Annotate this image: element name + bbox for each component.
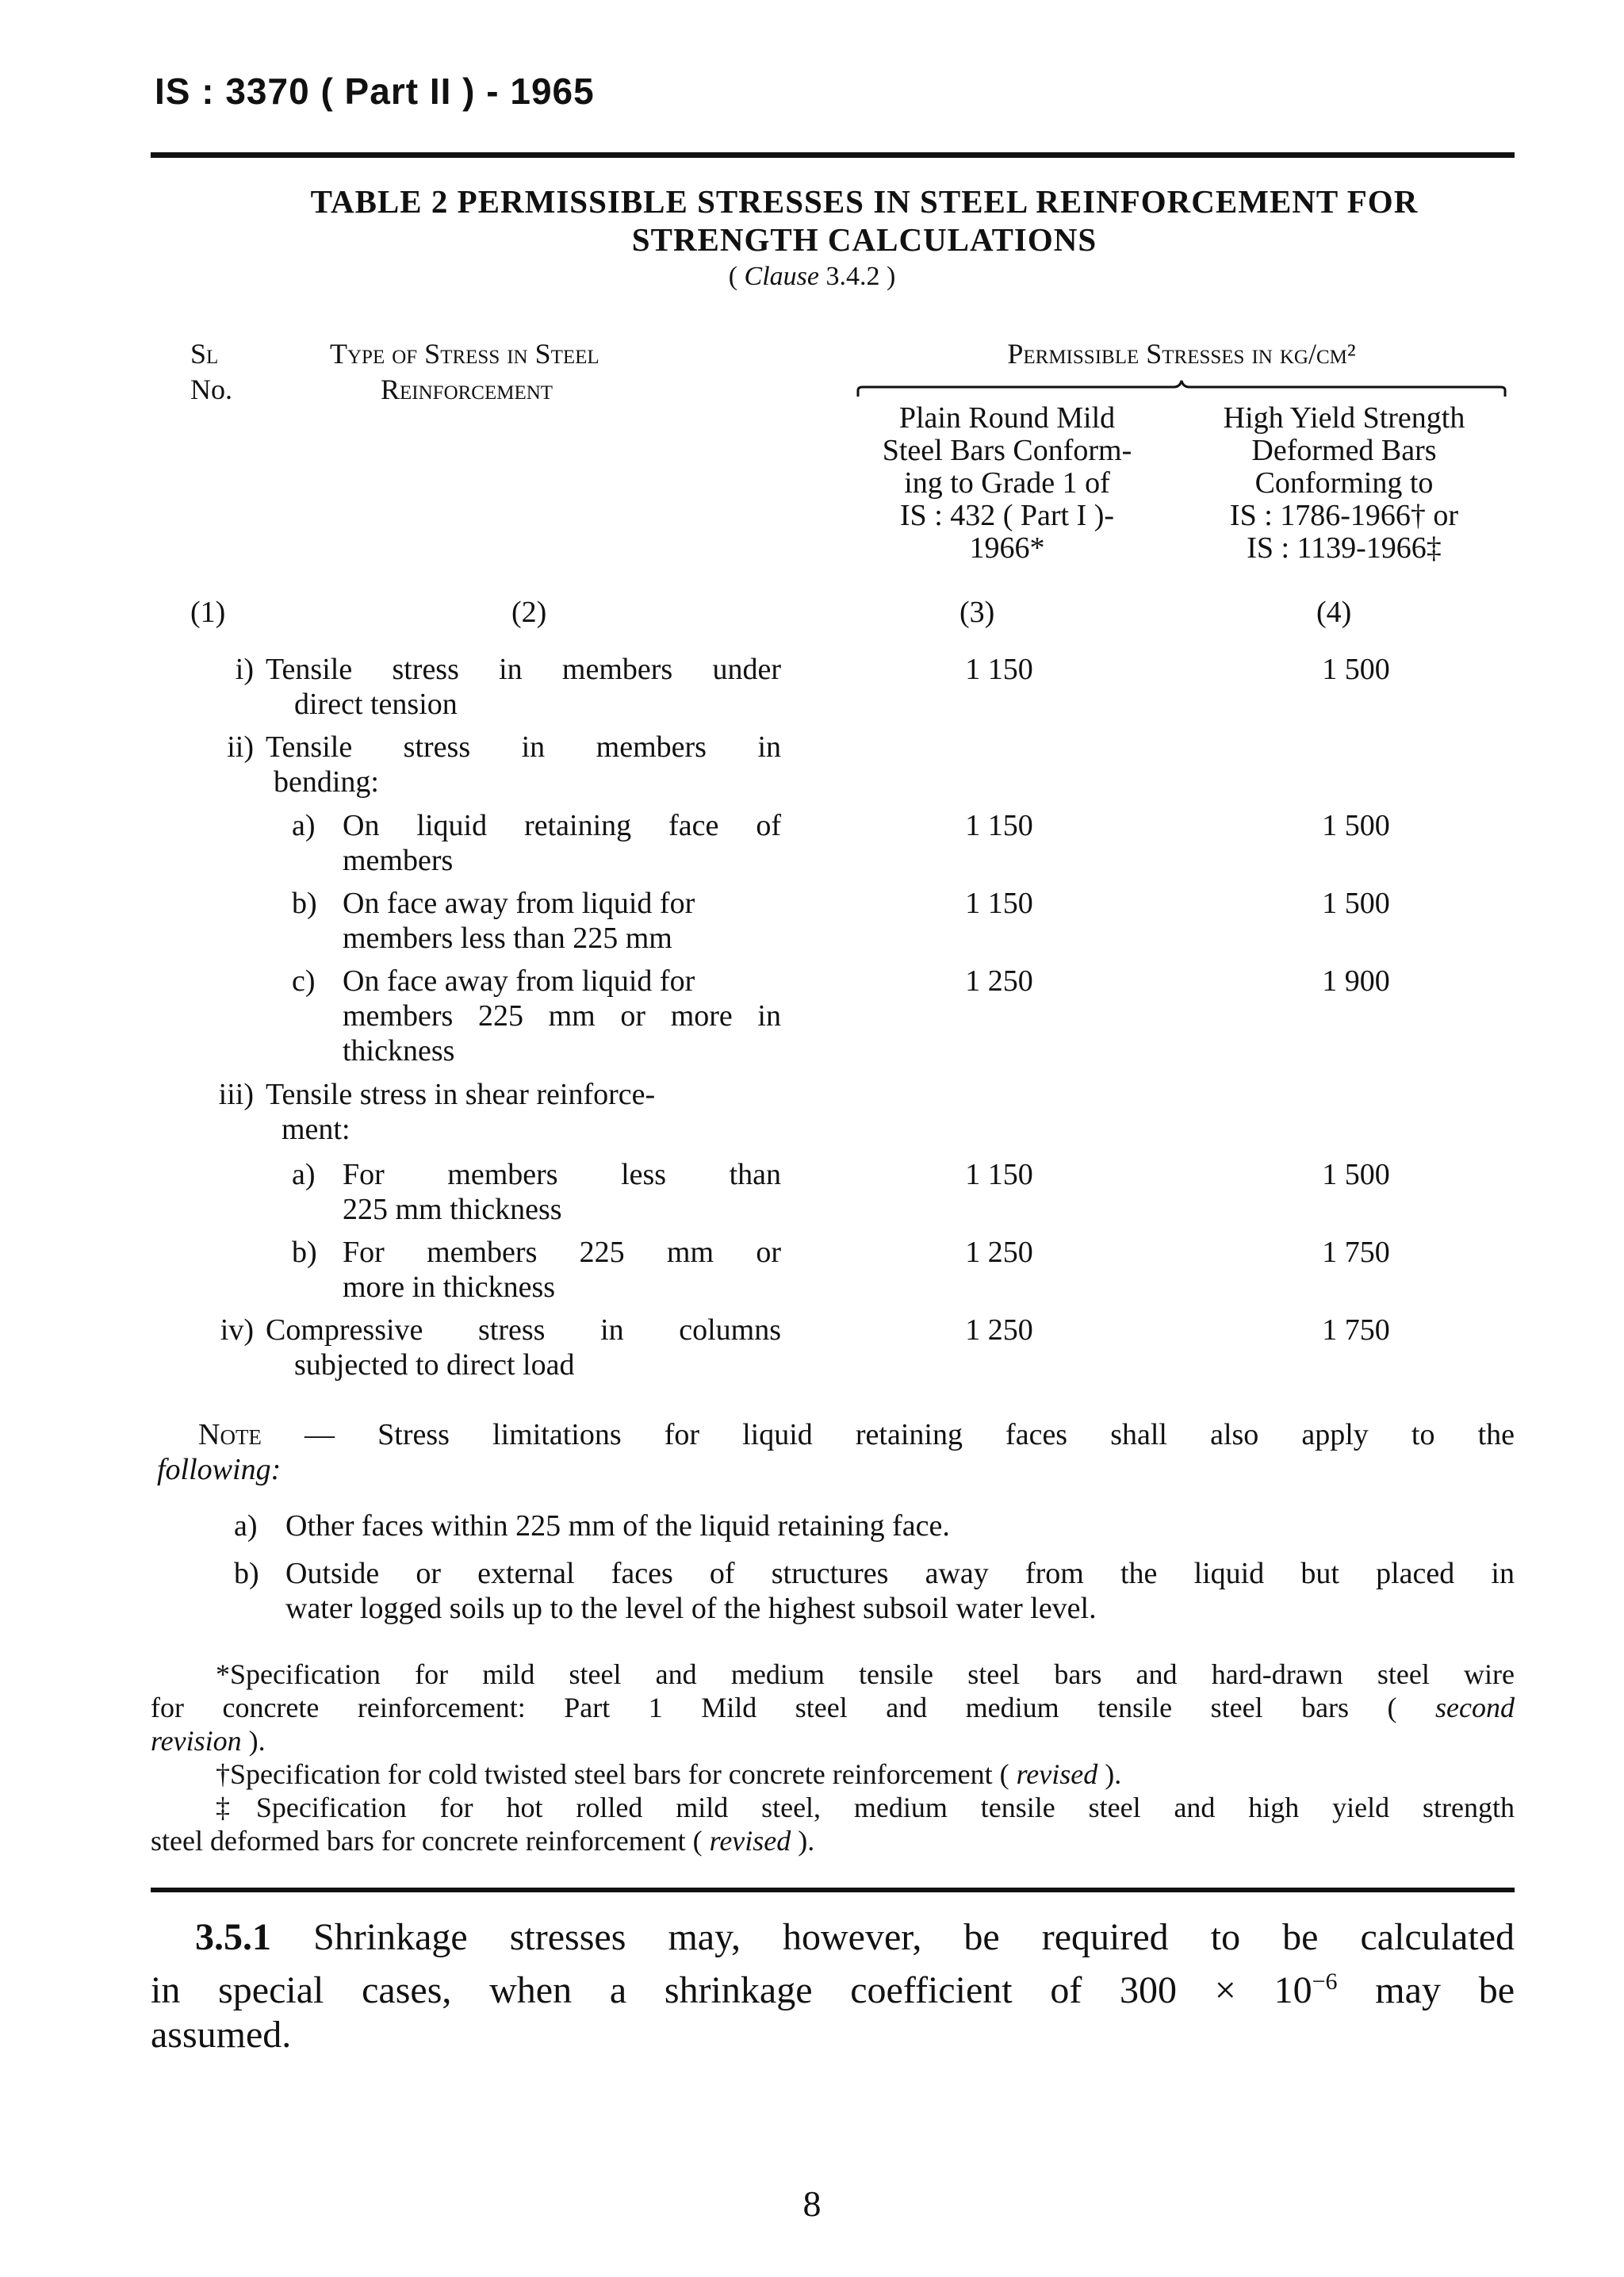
note-item-text: Outside or external faces of structures away from the liquid but placed in (285, 1557, 1515, 1590)
table-row (343, 808, 781, 878)
paragraph-3-5-1 (151, 1915, 1515, 2057)
paragraph-exponent: −6 (1312, 1968, 1338, 1995)
running-head: IS : 3370 ( Part II ) - 1965 (155, 71, 595, 112)
paragraph-text: Shrinkage stresses may, however, be required to be calculated (313, 1916, 1515, 1958)
note-line2: following: (157, 1453, 282, 1486)
note-item-text: water logged soils up to the level of the highest subsoil water level. (285, 1592, 1097, 1625)
row-text: more in thickness (343, 1271, 556, 1304)
footnotes (151, 1658, 1515, 1857)
paragraph-number: 3.5.1 (195, 1916, 271, 1958)
col-header-no: No. (190, 374, 232, 405)
footnote-line: ‡Specification for hot rolled mild steel, medium tensile steel and high yield strength (216, 1792, 1515, 1823)
table-title-line2: STRENGTH CALCULATIONS (631, 221, 1097, 258)
col3-header-line: Plain Round Mild (898, 401, 1116, 435)
col-number: (3) (959, 596, 995, 629)
table-row (343, 1235, 781, 1305)
row-text: subjected to direct load (294, 1348, 575, 1382)
footnote-line (151, 1724, 1515, 1758)
row-text: members 225 mm or more in (343, 999, 781, 1033)
value-col4: 1 750 (1322, 1313, 1390, 1347)
row-number: b) (292, 887, 317, 920)
col4-header (1182, 402, 1507, 565)
note-item-label: a) (234, 1509, 258, 1543)
col-header-type-line1: Type of Stress in Steel (330, 338, 599, 370)
value-col4: 1 500 (1322, 887, 1390, 920)
col4-header-line: IS : 1139-1966‡ (1247, 531, 1442, 565)
table-row (343, 1157, 781, 1227)
note-item (285, 1508, 1515, 1543)
value-col4: 1 750 (1322, 1236, 1390, 1269)
row-number: i) (235, 653, 254, 686)
paragraph-text: in special cases, when a shrinkage coefficient of 300 × 10 (151, 1969, 1312, 2011)
col-number: (4) (1316, 596, 1352, 629)
note-line1 (198, 1417, 1515, 1452)
footnote-line: *Specification for mild steel and medium tensile steel bars and hard-drawn steel wire (216, 1658, 1515, 1690)
row-number: iv) (220, 1313, 254, 1347)
note-dash: — (304, 1418, 335, 1451)
row-text: ment: (282, 1113, 350, 1146)
footnote-text: for concrete reinforcement: Part 1 Mild steel and medium tensile steel bars ( (151, 1692, 1397, 1723)
paragraph-line (151, 1960, 1515, 2013)
footnote-line (151, 1691, 1515, 1724)
row-text: 225 mm thickness (343, 1193, 562, 1226)
col-header-type-line2: Reinforcement (381, 374, 553, 405)
col4-header-line: IS : 1786-1966† or (1229, 499, 1459, 532)
row-number: ii) (227, 730, 254, 764)
col4-header-line: Conforming to (1254, 466, 1434, 500)
value-col3: 1 150 (965, 887, 1033, 920)
table-row (266, 1077, 781, 1147)
table-row (343, 964, 781, 1068)
row-number: a) (292, 1158, 316, 1191)
row-text: Tensile stress in members in (266, 730, 781, 764)
footnote-text: steel deformed bars for concrete reinforcement ( (151, 1825, 703, 1857)
col-number: (2) (511, 596, 547, 629)
row-number: c) (292, 964, 316, 998)
value-col3: 1 250 (965, 1313, 1033, 1347)
header-brace (856, 379, 1507, 398)
row-text: Tensile stress in shear reinforce- (266, 1078, 656, 1111)
col3-header-line: Steel Bars Conform- (882, 434, 1132, 467)
table-title (206, 182, 1522, 259)
table-row (266, 652, 781, 722)
clause-number: 3.4.2 (825, 262, 880, 291)
footnote-italic: revised (709, 1825, 791, 1857)
row-text: Tensile stress in members under (266, 653, 781, 686)
value-col4: 1 500 (1322, 809, 1390, 842)
row-number: iii) (218, 1078, 254, 1111)
col4-header-line: High Yield Strength (1223, 401, 1465, 435)
value-col3: 1 150 (965, 1158, 1033, 1191)
col-number: (1) (190, 596, 226, 629)
row-text: members (343, 844, 454, 877)
footnote-text: ). (248, 1725, 266, 1757)
value-col3: 1 150 (965, 653, 1033, 686)
paragraph-line (151, 1915, 1515, 1960)
note-item (285, 1556, 1515, 1626)
header-rule (151, 152, 1515, 158)
value-col4: 1 500 (1322, 1158, 1390, 1191)
value-col4: 1 500 (1322, 653, 1390, 686)
page-number: 8 (802, 2183, 822, 2224)
value-col4: 1 900 (1322, 964, 1390, 998)
value-col3: 1 150 (965, 809, 1033, 842)
note-item-label: b) (234, 1557, 259, 1590)
col-header-permissible: Permissible Stresses in kg/cm² (1007, 338, 1356, 370)
section-rule (151, 1888, 1515, 1892)
footnote-text: ). (798, 1825, 815, 1857)
note-label: Note (198, 1418, 262, 1451)
row-text: On liquid retaining face of (343, 809, 781, 842)
footnote-text: †Specification for cold twisted steel bars for concrete reinforcement ( (216, 1758, 1009, 1790)
col3-header-line: 1966* (969, 531, 1045, 565)
paragraph-line: assumed. (151, 2014, 292, 2056)
row-text: For members 225 mm or (343, 1236, 781, 1269)
footnote-italic: revision (151, 1725, 242, 1757)
paragraph-text: may be (1337, 1969, 1515, 2011)
row-text: members less than 225 mm (343, 922, 672, 955)
row-text: On face away from liquid for (343, 964, 695, 998)
row-text: bending: (274, 765, 379, 799)
col3-header-line: IS : 432 ( Part I )- (899, 499, 1115, 532)
col3-header-line: ing to Grade 1 of (904, 466, 1110, 500)
col4-header-line: Deformed Bars (1251, 434, 1437, 467)
row-number: b) (292, 1236, 317, 1269)
table-title-line1: TABLE 2 PERMISSIBLE STRESSES IN STEEL REINFORCEMENT FOR (310, 183, 1419, 220)
table-row (266, 1313, 781, 1382)
row-text: Compressive stress in columns (266, 1313, 781, 1347)
footnote-italic: revised (1016, 1758, 1098, 1790)
clause-prefix: Clause (744, 262, 819, 291)
footnote-italic: second (1435, 1692, 1515, 1723)
row-text: On face away from liquid for (343, 887, 695, 920)
value-col3: 1 250 (965, 1236, 1033, 1269)
value-col3: 1 250 (965, 964, 1033, 998)
row-text: For members less than (343, 1158, 781, 1191)
row-text: direct tension (294, 688, 458, 721)
row-number: a) (292, 809, 316, 842)
table-note (157, 1417, 1515, 1487)
col-header-sl: Sl (190, 338, 219, 370)
table-row (266, 730, 781, 799)
table-row (343, 886, 781, 956)
footnote-text: ). (1105, 1758, 1122, 1790)
footnote-line (151, 1758, 1515, 1791)
note-item-text: Other faces within 225 mm of the liquid retaining face. (285, 1509, 950, 1543)
table-clause: ( Clause 3.4.2 ) (728, 262, 896, 291)
col3-header (848, 402, 1166, 565)
row-text: thickness (343, 1034, 455, 1068)
note-text: Stress limitations for liquid retaining faces shall also apply to the (377, 1418, 1515, 1451)
footnote-line (151, 1824, 1515, 1857)
